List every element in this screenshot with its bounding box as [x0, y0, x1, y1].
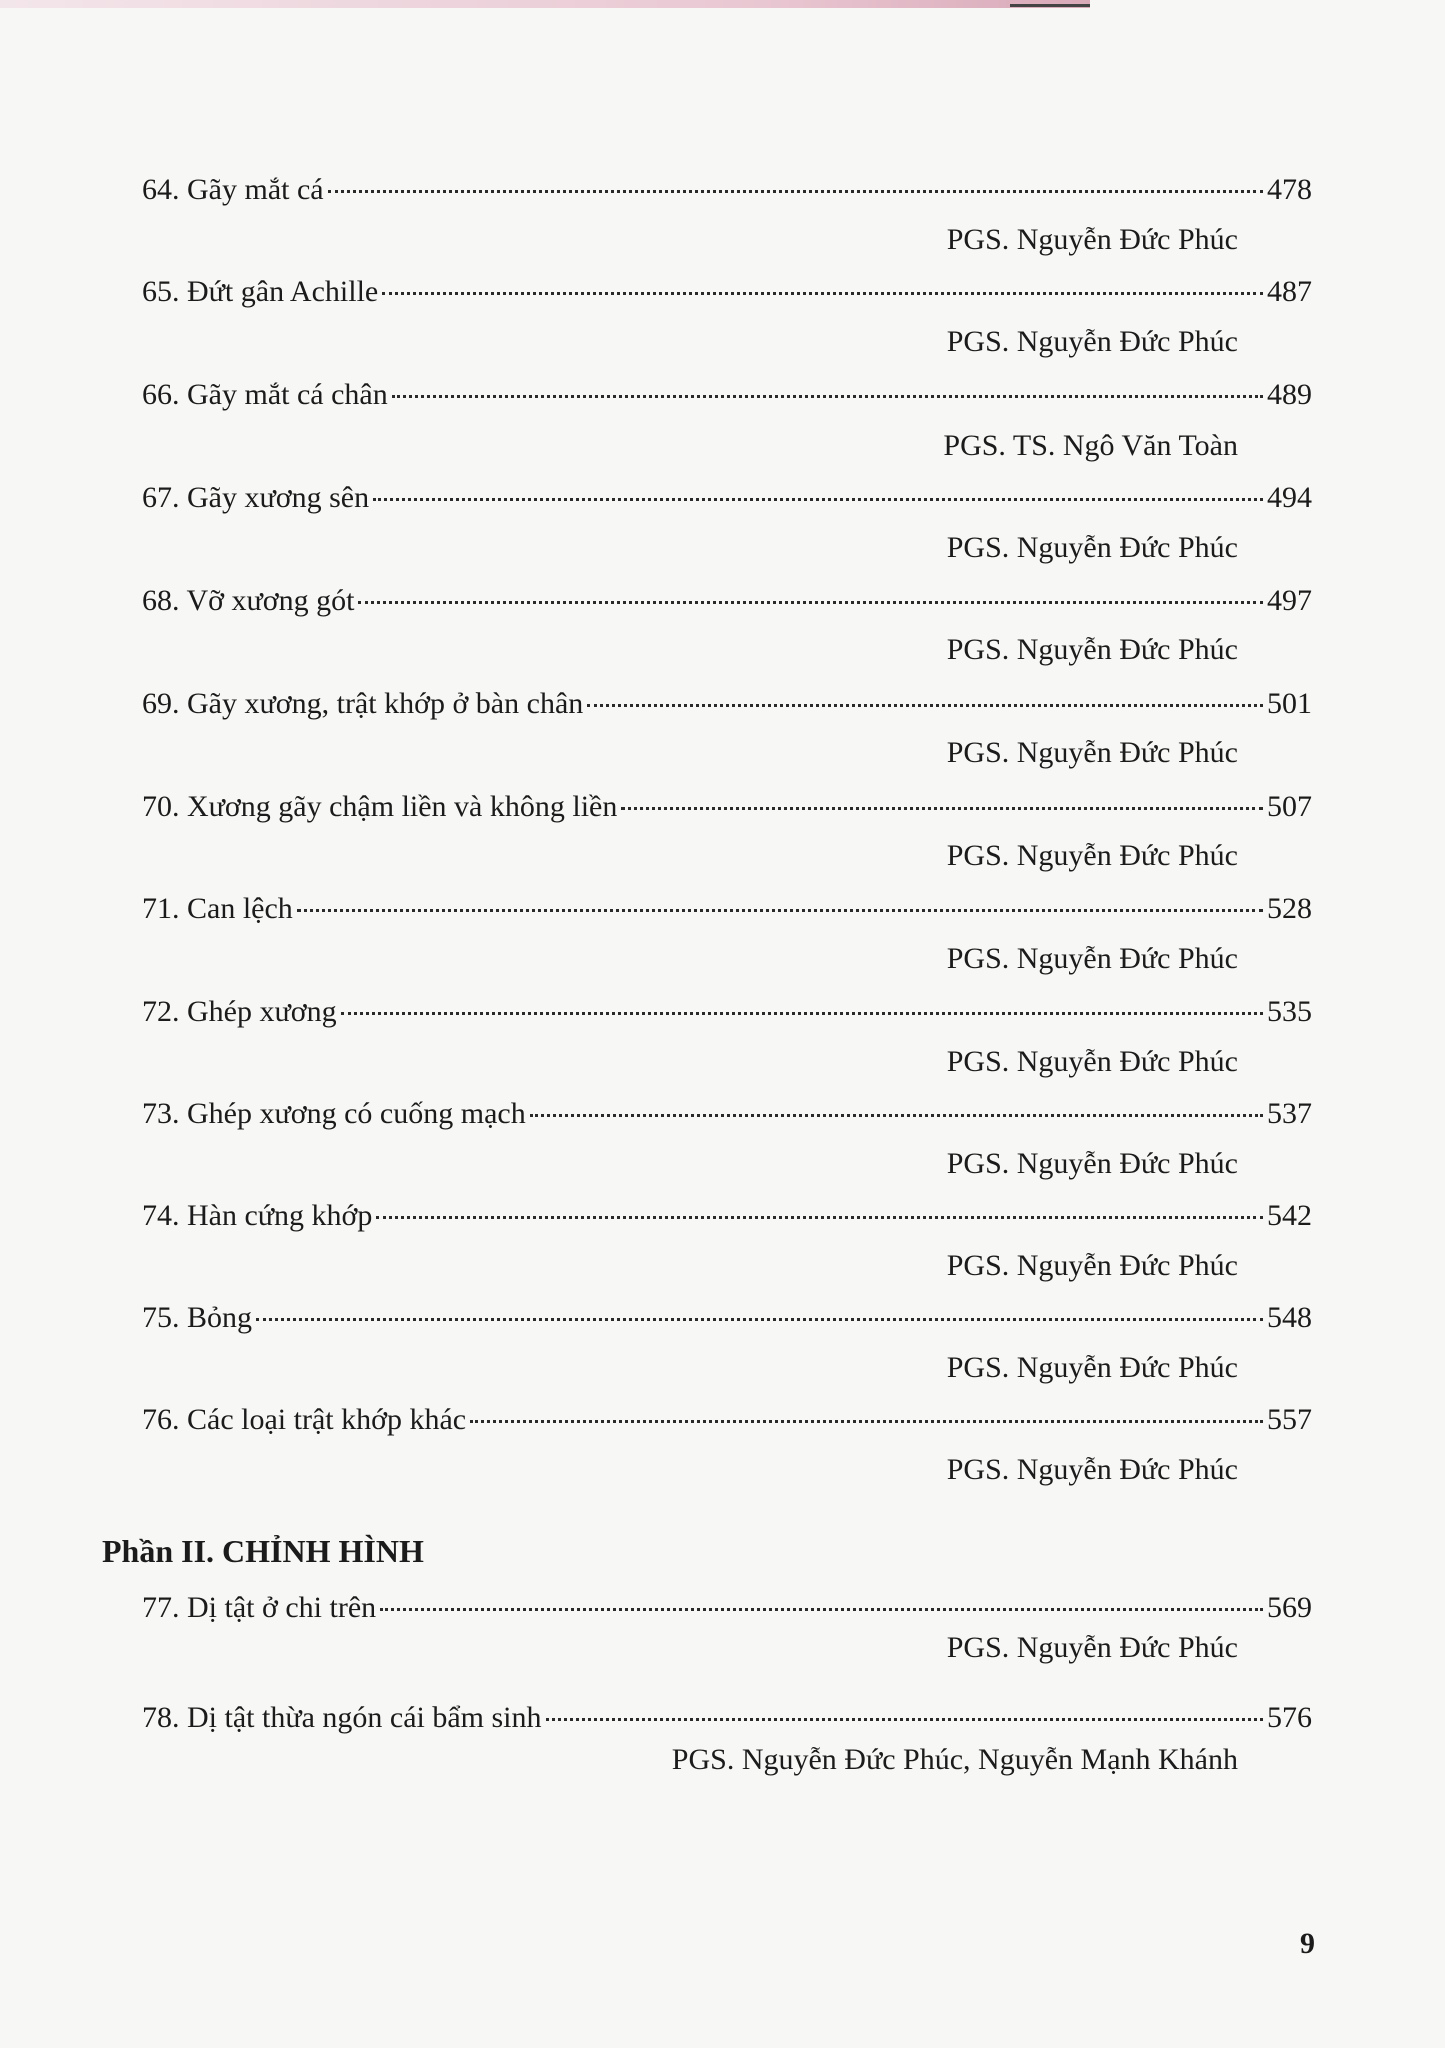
toc-entry-page: 478	[1267, 173, 1312, 206]
toc-entry-author: PGS. Nguyễn Đức Phúc, Nguyễn Mạnh Khánh	[671, 1743, 1238, 1776]
toc-entry-69[interactable]	[142, 686, 1312, 722]
dot-leader	[297, 909, 1263, 912]
toc-entry-title: 75. Bỏng	[142, 1301, 253, 1334]
toc-entry-75[interactable]	[142, 1300, 1312, 1336]
dot-leader	[621, 807, 1263, 810]
dot-leader	[376, 1216, 1263, 1219]
toc-entry-author: PGS. Nguyễn Đức Phúc	[946, 633, 1238, 666]
toc-entry-author: PGS. Nguyễn Đức Phúc	[946, 1045, 1238, 1078]
section-heading: Phần II. CHỈNH HÌNH	[102, 1533, 424, 1569]
toc-entry-author: PGS. Nguyễn Đức Phúc	[946, 736, 1238, 769]
toc-entry-70[interactable]	[142, 789, 1312, 825]
toc-entry-67[interactable]	[142, 480, 1312, 516]
toc-entry-author: PGS. TS. Ngô Văn Toàn	[943, 429, 1238, 462]
toc-entry-author: PGS. Nguyễn Đức Phúc	[946, 223, 1238, 256]
toc-entry-title: 66. Gãy mắt cá chân	[142, 378, 388, 411]
toc-entry-page: 501	[1267, 687, 1312, 720]
toc-entry-author: PGS. Nguyễn Đức Phúc	[946, 1453, 1238, 1486]
toc-entry-72[interactable]	[142, 994, 1312, 1030]
toc-entry-page: 542	[1267, 1199, 1312, 1232]
page-number: 9	[1300, 1927, 1315, 1960]
dot-leader	[392, 395, 1263, 398]
toc-entry-76[interactable]	[142, 1402, 1312, 1438]
toc-entry-page: 548	[1267, 1301, 1312, 1334]
toc-entry-page: 535	[1267, 995, 1312, 1028]
toc-entry-78[interactable]	[142, 1700, 1312, 1736]
toc-entry-64[interactable]	[142, 172, 1312, 208]
dot-leader	[380, 1608, 1263, 1611]
toc-entry-title: 76. Các loại trật khớp khác	[142, 1403, 467, 1436]
dot-leader	[546, 1718, 1263, 1721]
toc-entry-77[interactable]	[142, 1590, 1312, 1626]
toc-entry-author: PGS. Nguyễn Đức Phúc	[946, 325, 1238, 358]
toc-entry-page: 489	[1267, 378, 1312, 411]
dot-leader	[382, 292, 1263, 295]
toc-entry-page: 569	[1267, 1591, 1312, 1624]
toc-entry-author: PGS. Nguyễn Đức Phúc	[946, 839, 1238, 872]
toc-entry-74[interactable]	[142, 1198, 1312, 1234]
toc-entry-65[interactable]	[142, 274, 1312, 310]
dot-leader	[341, 1012, 1263, 1015]
toc-entry-author: PGS. Nguyễn Đức Phúc	[946, 1147, 1238, 1180]
dot-leader	[328, 190, 1263, 193]
toc-entry-page: 494	[1267, 481, 1312, 514]
toc-entry-title: 73. Ghép xương có cuống mạch	[142, 1097, 526, 1130]
toc-entry-title: 64. Gãy mắt cá	[142, 173, 324, 206]
dot-leader	[530, 1114, 1263, 1117]
toc-entry-page: 507	[1267, 790, 1312, 823]
toc-entry-page: 537	[1267, 1097, 1312, 1130]
toc-entry-page: 487	[1267, 275, 1312, 308]
toc-entry-page: 497	[1267, 584, 1312, 617]
toc-entry-73[interactable]	[142, 1096, 1312, 1132]
toc-entry-title: 72. Ghép xương	[142, 995, 337, 1028]
dot-leader	[256, 1318, 1263, 1321]
toc-entry-page: 528	[1267, 892, 1312, 925]
toc-entry-71[interactable]	[142, 891, 1312, 927]
toc-entry-author: PGS. Nguyễn Đức Phúc	[946, 1351, 1238, 1384]
toc-entry-author: PGS. Nguyễn Đức Phúc	[946, 942, 1238, 975]
dot-leader	[587, 704, 1263, 707]
toc-entry-title: 69. Gãy xương, trật khớp ở bàn chân	[142, 687, 584, 720]
toc-entry-title: 70. Xương gãy chậm liền và không liền	[142, 790, 618, 823]
toc-entry-title: 67. Gãy xương sên	[142, 481, 370, 514]
toc-entry-page: 557	[1267, 1403, 1312, 1436]
toc-entry-68[interactable]	[142, 583, 1312, 619]
toc-entry-title: 71. Can lệch	[142, 892, 293, 925]
toc-entry-author: PGS. Nguyễn Đức Phúc	[946, 1249, 1238, 1282]
toc-entry-author: PGS. Nguyễn Đức Phúc	[946, 531, 1238, 564]
toc-entry-title: 68. Vỡ xương gót	[142, 584, 355, 617]
dot-leader	[470, 1420, 1263, 1423]
toc-entry-title: 65. Đứt gân Achille	[142, 275, 379, 308]
toc-entry-title: 78. Dị tật thừa ngón cái bẩm sinh	[142, 1701, 542, 1734]
toc-entry-title: 74. Hàn cứng khớp	[142, 1199, 373, 1232]
dot-leader	[358, 601, 1263, 604]
toc-entry-title: 77. Dị tật ở chi trên	[142, 1591, 377, 1624]
toc-entry-page: 576	[1267, 1701, 1312, 1734]
dot-leader	[373, 498, 1263, 501]
toc-entry-66[interactable]	[142, 377, 1312, 413]
toc-entry-author: PGS. Nguyễn Đức Phúc	[946, 1631, 1238, 1664]
